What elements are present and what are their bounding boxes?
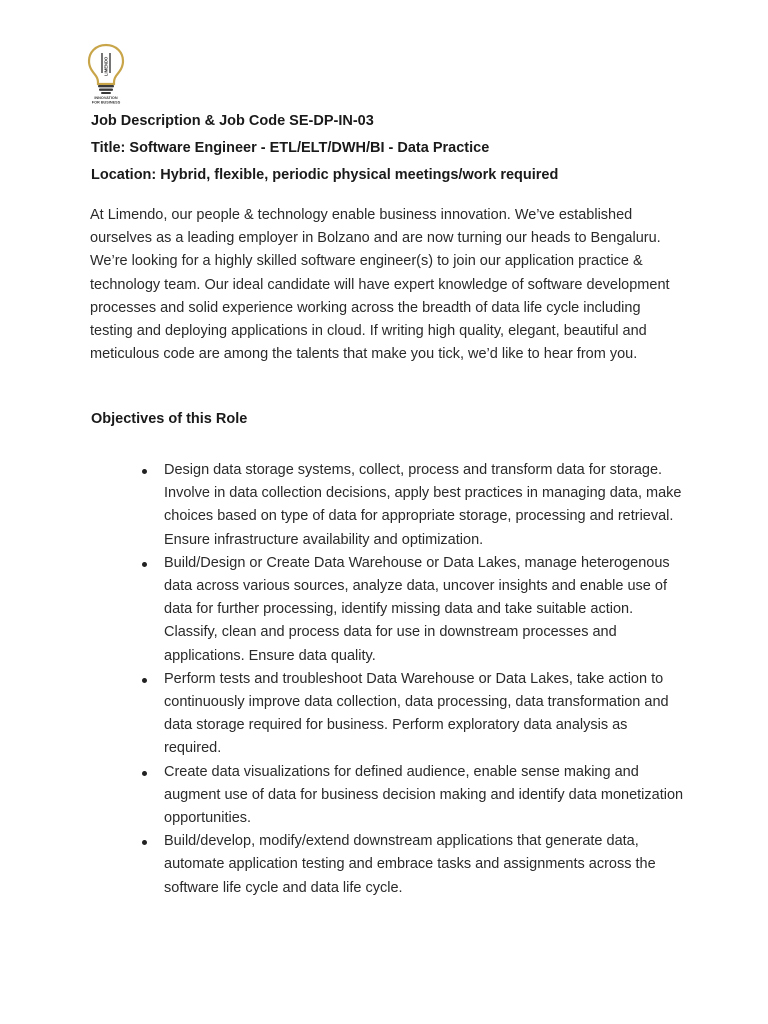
bullet-icon: [142, 840, 147, 845]
job-title-heading: Title: Software Engineer - ETL/ELT/DWH/BI - Data Practice: [91, 140, 490, 156]
bullet-icon: [142, 771, 147, 776]
logo-tagline-line2: FOR BUSINESS: [91, 100, 121, 105]
company-logo: [86, 43, 126, 105]
objective-text: Build/Design or Create Data Warehouse or Data Lakes, manage heterogenous data across various sources, analyze data, uncover insights and enable use of data for further processing, identify missing data and take suitable action. Classify, clean and process data for use in downstream processes and applications. Ensure data quality.: [164, 554, 670, 664]
objective-item: [140, 830, 685, 900]
objective-text: Create data visualizations for defined audience, enable sense making and augment use of data for business decision making and identify data monetization opportunities.: [164, 763, 684, 827]
job-location-heading: Location: Hybrid, flexible, periodic physical meetings/work required: [91, 167, 559, 183]
bullet-icon: [142, 562, 147, 567]
objectives-list: [140, 459, 685, 900]
objective-item: [140, 552, 685, 668]
objective-item: [140, 761, 685, 831]
lightbulb-logo-icon: [86, 43, 126, 105]
job-code-heading: Job Description & Job Code SE-DP-IN-03: [91, 113, 374, 129]
intro-paragraph: At Limendo, our people & technology enable business innovation. We’ve established ourselves as a leading employer in Bolzano and are now turning our heads to Bengaluru. We’re looking for a highly skilled software engineer(s) to join our application practice & technology team. Our ideal candidate will have expert knowledge of software development processes and solid experience working across the breadth of data life cycle including testing and deploying applications in cloud. If writing high quality, elegant, beautiful and meticulous code are among the talents that make you tick, we’d like to hear from you.: [90, 207, 670, 363]
bullet-icon: [142, 678, 147, 683]
objective-text: Perform tests and troubleshoot Data Warehouse or Data Lakes, take action to continuously improve data collection, data processing, data transformation and data storage required for business. Perform exploratory data analysis as required.: [164, 670, 669, 757]
logo-tagline-line1: INNOVATION: [94, 96, 118, 100]
objectives-title: Objectives of this Role: [91, 411, 248, 427]
objective-text: Build/develop, modify/extend downstream applications that generate data, automate application testing and embrace tasks and assignments across the software life cycle and data life cycle.: [164, 833, 656, 896]
logo-wordmark: LIMENDO: [103, 56, 109, 76]
objective-item: [140, 459, 685, 552]
objective-item: [140, 668, 685, 761]
bullet-icon: [142, 469, 147, 474]
objective-text: Design data storage systems, collect, process and transform data for storage. Involve in data collection decisions, apply best practices in managing data, make choices based on type of data for appropriate storage, processing and retrieval. Ensure infrastructure availability and optimization.: [164, 462, 682, 548]
